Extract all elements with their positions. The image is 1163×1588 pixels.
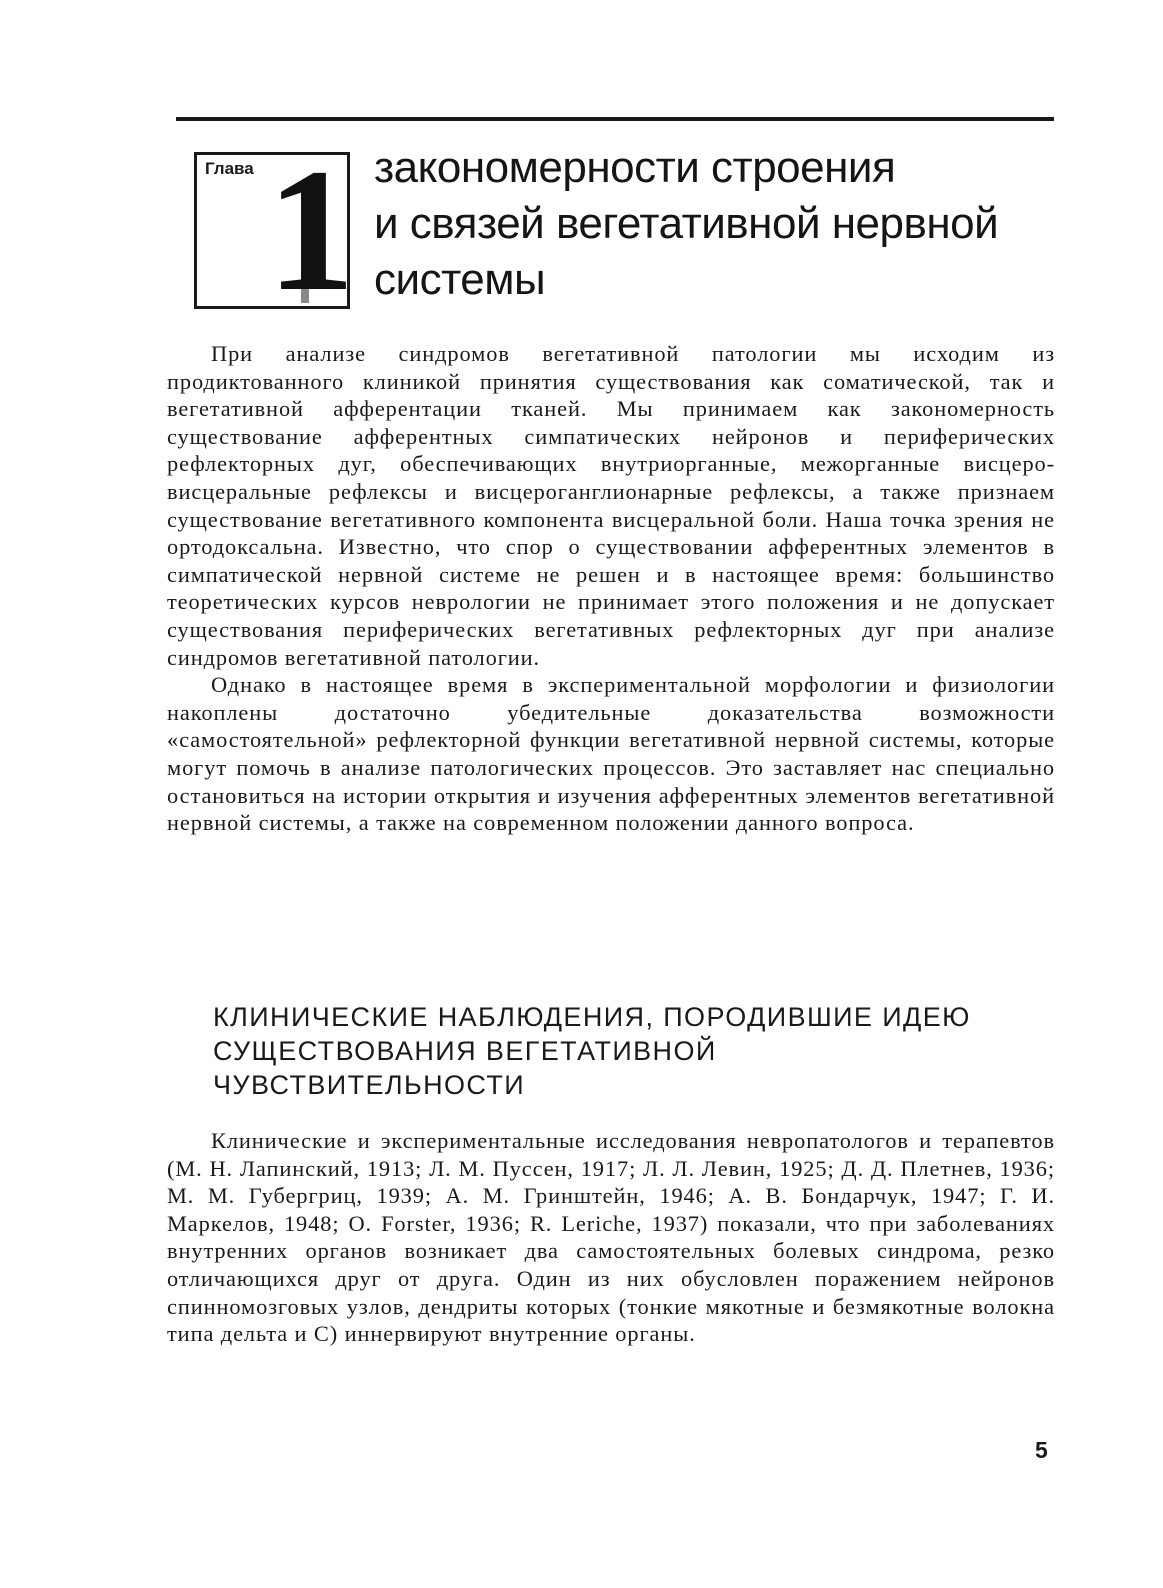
chapter-label: Глава [205, 159, 254, 178]
section-heading-line: КЛИНИЧЕСКИЕ НАБЛЮДЕНИЯ, ПОРОДИВШИЕ ИДЕЮ [213, 1002, 971, 1032]
chapter-title-line: закономерности строения [374, 143, 896, 192]
section-heading-line: ЧУВСТВИТЕЛЬНОСТИ [213, 1070, 526, 1100]
chapter-title-line: системы [374, 255, 546, 304]
body-text-part1 [167, 340, 1055, 837]
paragraph: Однако в настоящее время в экспериментальной морфологии и физиологии накоплены достаточно убедительные доказательства возможности «самостоятельной» рефлекторной функции вегетативной нервной системы, которые могут помочь в анализе патологических процессов. Это заставляет нас специально остановиться на истории открытия и изучения афферентных элементов вегетативной нервной системы, а также на современном положении данного вопроса. [167, 672, 1055, 836]
chapter-title [374, 140, 1064, 308]
top-rule [176, 117, 1054, 121]
chapter-title-line: и связей вегетативной нервной [374, 199, 999, 248]
page-number: 5 [1035, 1437, 1048, 1463]
paragraph: Клинические и экспериментальные исследования невропатологов и терапевтов (М. Н. Лапинский, 1913; Л. М. Пуссен, 1917; Л. Л. Левин, 1925; Д. Д. Плетнев, 1936; М. М. Губергриц, 1939; А. М. Гринштейн, 1946; А. В. Бондарчук, 1947; Г. И. Маркелов, 1948; O. Forster, 1936; R. Leriche, 1937) показали, что при заболеваниях внутренних органов возникает два самостоятельных болевых синдрома, резко отличающихся друг от друга. Один из них обусловлен поражением нейронов спинномозговых узлов, дендриты которых (тонкие мякотные и безмякотные волокна типа дельта и С) иннервируют внутренние органы. [167, 1128, 1055, 1347]
chapter-number: 1 [267, 133, 355, 328]
section-heading [213, 1000, 1053, 1102]
section-heading-line: СУЩЕСТВОВАНИЯ ВЕГЕТАТИВНОЙ [213, 1036, 717, 1066]
chapter-box [194, 133, 355, 328]
paragraph: При анализе синдромов вегетативной патологии мы исходим из продиктованного клиникой принятия существования как соматической, так и вегетативной афферентации тканей. Мы принимаем как закономерность существование афферентных симпатических нейронов и периферических рефлекторных дуг, обеспечивающих внутриорганные, межорганные висцеро-висцеральные рефлексы и висцероганглионарные рефлексы, а также признаем существование вегетативного компонента висцеральной боли. Наша точка зрения не ортодоксальна. Известно, что спор о существовании афферентных элементов в симпатической нервной системе не решен и в настоящее время: большинство теоретических курсов неврологии не принимает этого положения и не допускает существования периферических вегетативных рефлекторных дуг при анализе синдромов вегетативной патологии. [167, 341, 1055, 670]
body-text-part2 [167, 1127, 1055, 1348]
